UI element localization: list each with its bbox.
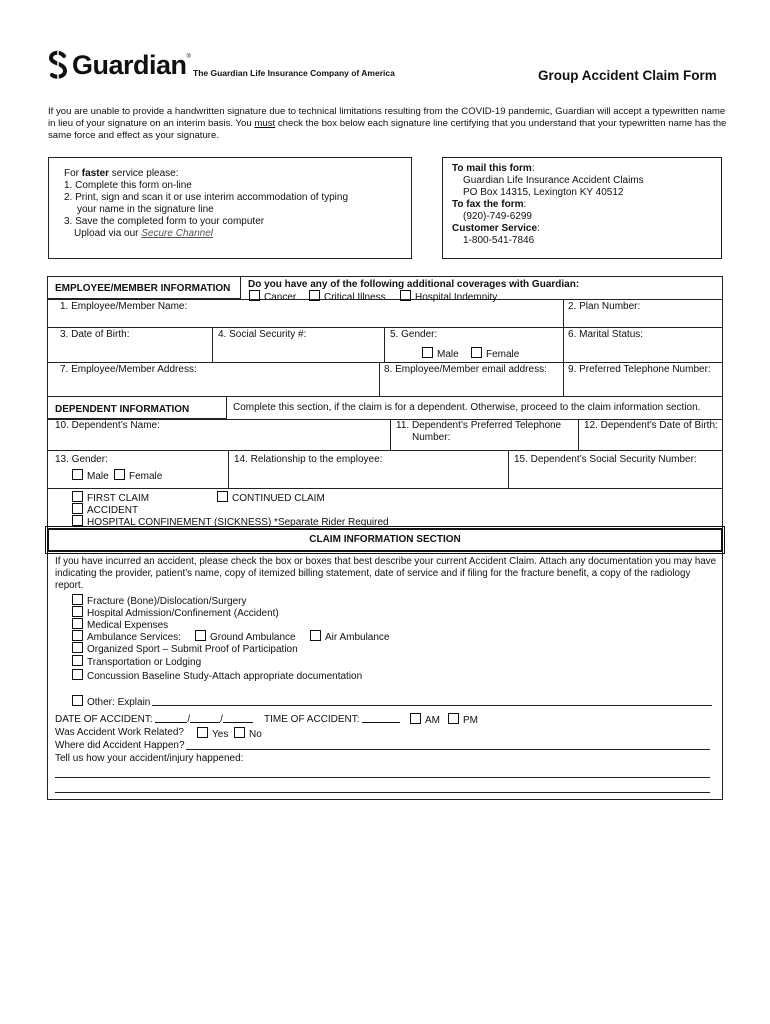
customer-service-label: Customer Service: — [452, 223, 540, 234]
company-name: The Guardian Life Insurance Company of America — [193, 68, 395, 78]
pm-option[interactable]: PM — [448, 713, 478, 727]
dependent-dob-field[interactable]: 12. Dependent’s Date of Birth: — [584, 420, 718, 431]
employee-gender-female[interactable]: Female — [471, 347, 519, 361]
mail-line-1: Guardian Life Insurance Accident Claims — [463, 175, 644, 186]
medical-expenses-checkbox[interactable] — [72, 618, 83, 629]
other-checkbox[interactable] — [72, 695, 83, 706]
pm-checkbox[interactable] — [448, 713, 459, 724]
customer-service-number: 1-800-541-7846 — [463, 235, 535, 246]
coverage-hospital-indemnity[interactable]: Hospital Indemnity — [400, 290, 497, 304]
mail-label: To mail this form: — [452, 163, 535, 174]
dependent-gender-male[interactable]: Male — [72, 469, 109, 483]
date-of-accident[interactable]: DATE OF ACCIDENT: / / — [55, 713, 253, 726]
employee-female-checkbox[interactable] — [471, 347, 482, 358]
employee-address-field[interactable]: 7. Employee/Member Address: — [60, 364, 197, 375]
employee-name-field[interactable]: 1. Employee/Member Name: — [60, 301, 188, 312]
fax-label: To fax the form: — [452, 199, 527, 210]
date-of-birth-field[interactable]: 3. Date of Birth: — [60, 329, 130, 340]
other-explain-line[interactable] — [152, 705, 712, 706]
work-related-no-checkbox[interactable] — [234, 727, 245, 738]
transportation-option[interactable]: Transportation or Lodging — [72, 655, 201, 669]
preferred-phone-field[interactable]: 9. Preferred Telephone Number: — [568, 364, 711, 375]
hospital-admission-option[interactable]: Hospital Admission/Confinement (Accident) — [72, 606, 279, 620]
dependent-gender-field: 13. Gender: — [55, 454, 108, 465]
employee-male-checkbox[interactable] — [422, 347, 433, 358]
ground-ambulance-checkbox[interactable] — [195, 630, 206, 641]
where-accident-line[interactable] — [186, 749, 710, 750]
dependent-gender-female[interactable]: Female — [114, 469, 162, 483]
tell-us-line-1[interactable] — [55, 777, 710, 778]
ambulance-checkbox[interactable] — [72, 630, 83, 641]
air-ambulance-checkbox[interactable] — [310, 630, 321, 641]
first-claim-option[interactable]: FIRST CLAIM — [72, 491, 149, 505]
service-step-2-cont: your name in the signature line — [77, 204, 214, 215]
am-checkbox[interactable] — [410, 713, 421, 724]
coverage-cancer[interactable]: Cancer — [249, 290, 296, 304]
dependent-phone-field-cont: Number: — [412, 432, 451, 443]
accident-option[interactable]: ACCIDENT — [72, 503, 138, 517]
dependent-name-field[interactable]: 10. Dependent’s Name: — [55, 420, 160, 431]
medical-expenses-option[interactable]: Medical Expenses — [72, 618, 168, 632]
other-option[interactable]: Other: Explain — [72, 695, 150, 709]
fracture-option[interactable]: Fracture (Bone)/Dislocation/Surgery — [72, 594, 247, 608]
dependent-male-checkbox[interactable] — [72, 469, 83, 480]
service-step-3: 3. Save the completed form to your computer — [64, 216, 265, 227]
accident-checkbox[interactable] — [72, 503, 83, 514]
concussion-option[interactable]: Concussion Baseline Study-Attach appropriate documentation — [72, 669, 362, 683]
employee-section-title: EMPLOYEE/MEMBER INFORMATION — [55, 283, 231, 294]
tell-us-label: Tell us how your accident/injury happened: — [55, 753, 244, 764]
covid-notice: If you are unable to provide a handwritten signature due to technical limitations resulting from the COVID-19 pandemic, Guardian will accept a typewritten name in lieu of your signature on an interim basis. You must check the box below each signature line certifying that you understand that your typewritten name has the same force and effect as your signature. — [48, 106, 727, 141]
dependent-note: Complete this section, if the claim is for a dependent. Otherwise, proceed to the claim information section. — [233, 402, 701, 413]
concussion-checkbox[interactable] — [72, 669, 83, 680]
claim-intro: If you have incurred an accident, please check the box or boxes that best describe your current Accident Claim. Attach any documentation you may have indicating the provider, patient’s name, copy of itemized billing statement, date of service and if filing for the fracture benefit, a copy of the radiology report. — [55, 556, 717, 591]
claim-info-title: CLAIM INFORMATION SECTION — [309, 534, 461, 545]
time-of-accident[interactable]: TIME OF ACCIDENT: — [264, 713, 400, 726]
ground-ambulance-option[interactable]: Ground Ambulance — [195, 630, 296, 644]
organized-sport-checkbox[interactable] — [72, 642, 83, 653]
dependent-female-checkbox[interactable] — [114, 469, 125, 480]
claim-info-header — [47, 528, 723, 552]
work-related-question: Was Accident Work Related? — [55, 727, 184, 738]
dependent-ssn-field[interactable]: 15. Dependent’s Social Security Number: — [514, 454, 697, 465]
ambulance-option[interactable]: Ambulance Services: — [72, 630, 181, 644]
continued-claim-checkbox[interactable] — [217, 491, 228, 502]
service-step-2: 2. Print, sign and scan it or use interim accommodation of typing — [64, 192, 349, 203]
form-title: Group Accident Claim Form — [538, 68, 717, 83]
transportation-checkbox[interactable] — [72, 655, 83, 666]
first-claim-checkbox[interactable] — [72, 491, 83, 502]
dependent-phone-field[interactable]: 11. Dependent’s Preferred Telephone — [396, 420, 562, 431]
organized-sport-option[interactable]: Organized Sport – Submit Proof of Participation — [72, 642, 298, 656]
hospital-admission-checkbox[interactable] — [72, 606, 83, 617]
fracture-checkbox[interactable] — [72, 594, 83, 605]
continued-claim-option[interactable]: CONTINUED CLAIM — [217, 491, 325, 505]
hospital-confinement-option[interactable]: HOSPITAL CONFINEMENT (SICKNESS) *Separate Rider Required — [72, 515, 389, 529]
mail-line-2: PO Box 14315, Lexington KY 40512 — [463, 187, 624, 198]
coverage-question: Do you have any of the following additional coverages with Guardian: — [248, 279, 580, 290]
logo-text: Guardian — [72, 49, 187, 80]
hospital-confinement-checkbox[interactable] — [72, 515, 83, 526]
am-option[interactable]: AM — [410, 713, 440, 727]
where-accident-label: Where did Accident Happen? — [55, 740, 185, 751]
work-related-yes[interactable]: Yes — [197, 727, 228, 741]
gender-field: 5. Gender: — [390, 329, 438, 340]
ssn-field[interactable]: 4. Social Security #: — [218, 329, 307, 340]
guardian-logo-icon — [48, 50, 68, 80]
service-step-1: 1. Complete this form on-line — [64, 180, 192, 191]
relationship-field[interactable]: 14. Relationship to the employee: — [234, 454, 383, 465]
plan-number-field[interactable]: 2. Plan Number: — [568, 301, 641, 312]
marital-status-field[interactable]: 6. Marital Status: — [568, 329, 644, 340]
work-related-no[interactable]: No — [234, 727, 262, 741]
dependent-section-title: DEPENDENT INFORMATION — [55, 404, 190, 415]
faster-service-heading: For faster service please: — [64, 168, 179, 179]
fax-number: (920)-749-6299 — [463, 211, 532, 222]
guardian-logo: Guardian ® — [48, 48, 191, 82]
work-related-yes-checkbox[interactable] — [197, 727, 208, 738]
secure-channel-link[interactable]: Secure Channel — [141, 228, 213, 239]
tell-us-line-2[interactable] — [55, 792, 710, 793]
air-ambulance-option[interactable]: Air Ambulance — [310, 630, 389, 644]
coverage-critical-illness[interactable]: Critical Illness — [309, 290, 386, 304]
upload-line: Upload via our Secure Channel — [74, 228, 213, 239]
employee-gender-male[interactable]: Male — [422, 347, 459, 361]
employee-email-field[interactable]: 8. Employee/Member email address: — [384, 364, 547, 375]
